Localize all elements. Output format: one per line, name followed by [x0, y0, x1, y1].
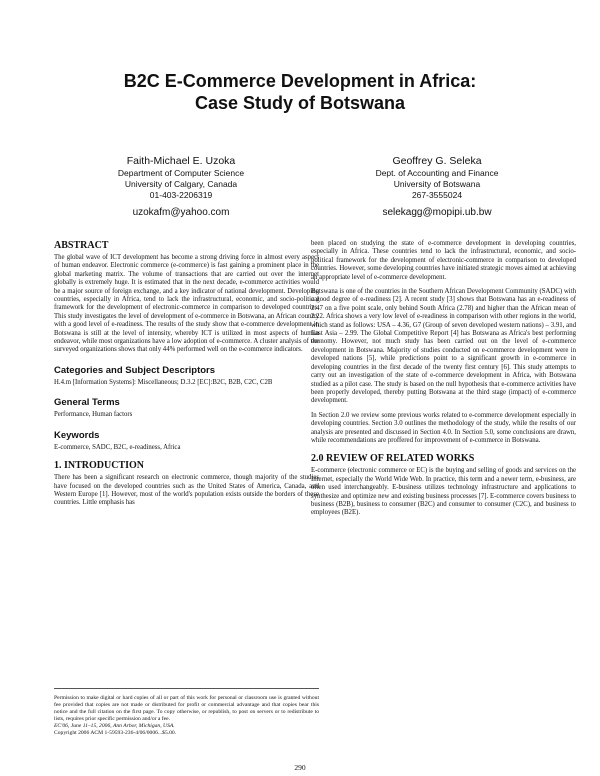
copyright-text: Copyright 2006 ACM 1-59593-236-4/06/0006...$5.00. [54, 730, 177, 736]
author-phone: 01-403-2206319 [149, 190, 213, 200]
categories-heading: Categories and Subject Descriptors [54, 364, 216, 376]
permission-text: Permission to make digital or hard copies of all or part of this work for personal or classroom use is granted without fee provided that copies are not made or distributed for profit or commercial advantage and that copies bear this notice and the full citation on the first page. To copy otherwise, or republish, to post on servers or to redistribute to lists, requires prior specific permission and/or a fee. [54, 695, 319, 722]
keywords-text: E-commerce, SADC, B2C, e-readiness, Africa [54, 443, 181, 451]
author-affiliation: University of Calgary, Canada [124, 179, 238, 189]
author-affiliation: Dept. of Accounting and Finance [375, 168, 499, 178]
author-affiliation: Department of Computer Science [117, 168, 245, 178]
right-column [311, 240, 576, 524]
keywords-heading: Keywords [54, 429, 100, 441]
author-phone: 267-3555024 [411, 190, 463, 200]
related-works-text: E-commerce (electronic commerce or EC) is the buying and selling of goods and services on the Internet, especially the World Wide Web. In practice, this term and a newer term, e-business, are often used interchangeably. E-business utilizes technology infrastructure and applications to synthesize and optimize new and existing business processes [7]. E-commerce covers business to business (B2B), business to consumer (B2C) and consumer to consumer (C2C), and business to employees (B2E). [311, 467, 576, 517]
author-block-1 [71, 154, 291, 218]
copyright-footnote [54, 688, 319, 737]
left-column [54, 240, 319, 514]
general-terms-text: Performance, Human factors [54, 411, 133, 419]
title-line-1: B2C E-Commerce Development in Africa: [123, 71, 477, 91]
abstract-text: The global wave of ICT development has become a strong driving force in almost every aspect of human endeavor. Electronic commerce (e-commerce) is fast gaining a prominent place in the global marketing matrix. The volume of transactions that are carried out over the internet globally is extremely huge. It is estimated that in the next decade, e-commerce activities would be a major source of foreign exchange, and a key indicator of national development. Developing countries, especially in Africa, tend to lack the infrastructural, economic, and socio-political framework for the development of electronic-commerce in comparison to developed countries. This study investigates the level of development of e-commerce in Botswana, an African country with a good level of e-readiness. The results of the study show that e-commerce development in Botswana is still at the level of intensity, whereby ICT is utilized in most aspects of human endeavor, while most organizations have a low adoption of e-commerce. A cluster analysis of the surveyed organizations shows that only 44% performed well on the e-commerce indicators. [54, 254, 319, 354]
related-works-heading: 2.0 REVIEW OF RELATED WORKS [311, 453, 475, 465]
page-number: 290 [294, 763, 306, 772]
general-terms-heading: General Terms [54, 397, 120, 409]
paper-title [50, 70, 550, 114]
author-name: Geoffrey G. Seleka [392, 155, 482, 167]
author-name: Faith-Michael E. Uzoka [126, 155, 236, 167]
author-email: selekagg@mopipi.ub.bw [382, 207, 492, 218]
author-block-2 [327, 154, 547, 218]
author-email: uzokafm@yahoo.com [132, 207, 230, 218]
botswana-paragraph: Botswana is one of the countries in the Southern African Development Community (SADC) with a good degree of e-readiness [2]. A recent study [3] shows that Botswana has an e-readiness of 2.47 on a five point scale, only behind South Africa (2.78) and higher than the African mean of 2.22. Africa shows a very low level of e-readiness in comparison with other regions in the world, which stand as follows: USA – 4.36, G7 (Group of seven developed western nations) – 3.91, and East Asia – 2.99. The Global Competitive Report [4] has Botswana as Africa's best performing economy. However, not much study has been carried out on the level of e-commerce development in Botswana. Majority of studies conducted on e-commerce development were in developed nations [5], while predictions point to a significant growth in e-commerce in developing countries in the first decade of the twenty first century [6]. This study attempts to carry out an investigation of the state of e-commerce development in Africa, with Botswana studied as a pilot case. The study is based on the null hypothesis that e-commerce activities have been properly developed, thereby putting Botswana at the third stage (impact) of e-commerce development. [311, 288, 576, 405]
categories-text: H.4.m [Information Systems]: Miscellaneous; D.3.2 [EC]:B2C, B2B, C2C, C2B [54, 378, 273, 386]
introduction-heading: 1. INTRODUCTION [54, 460, 145, 472]
venue-text: EC'06, June 11–15, 2006, Ann Arbor, Michigan, USA. [54, 723, 175, 729]
sections-overview-paragraph: In Section 2.0 we review some previous works related to e-commerce development especially in developing countries. Section 3.0 outlines the methodology of the study, while the results of our analysis are presented and discussed in Section 4.0. In Section 5.0, some conclusions are drawn, while recommendations are proffered for improvement of e-commerce in Botswana. [311, 411, 576, 444]
introduction-text: There has been a significant research on electronic commerce, though majority of the studies have focused on the developed countries such as the United States of America, Canada, and Western Europe [1]. However, most of the world's population exists outside the borders of these countries. Little emphasis has [54, 474, 319, 507]
abstract-heading: ABSTRACT [54, 240, 109, 251]
title-line-2: Case Study of Botswana [194, 93, 406, 113]
intro-continued-text: been placed on studying the state of e-commerce development in developing countries, especially in Africa. These countries tend to lack the infrastructural, economic, and socio-political framework for the development of electronic-commerce in comparison to developed countries. However, some developing countries have initiated strategic moves aimed at achieving an appropriate level of e-commerce development. [311, 240, 576, 281]
author-affiliation: University of Botswana [393, 179, 481, 189]
